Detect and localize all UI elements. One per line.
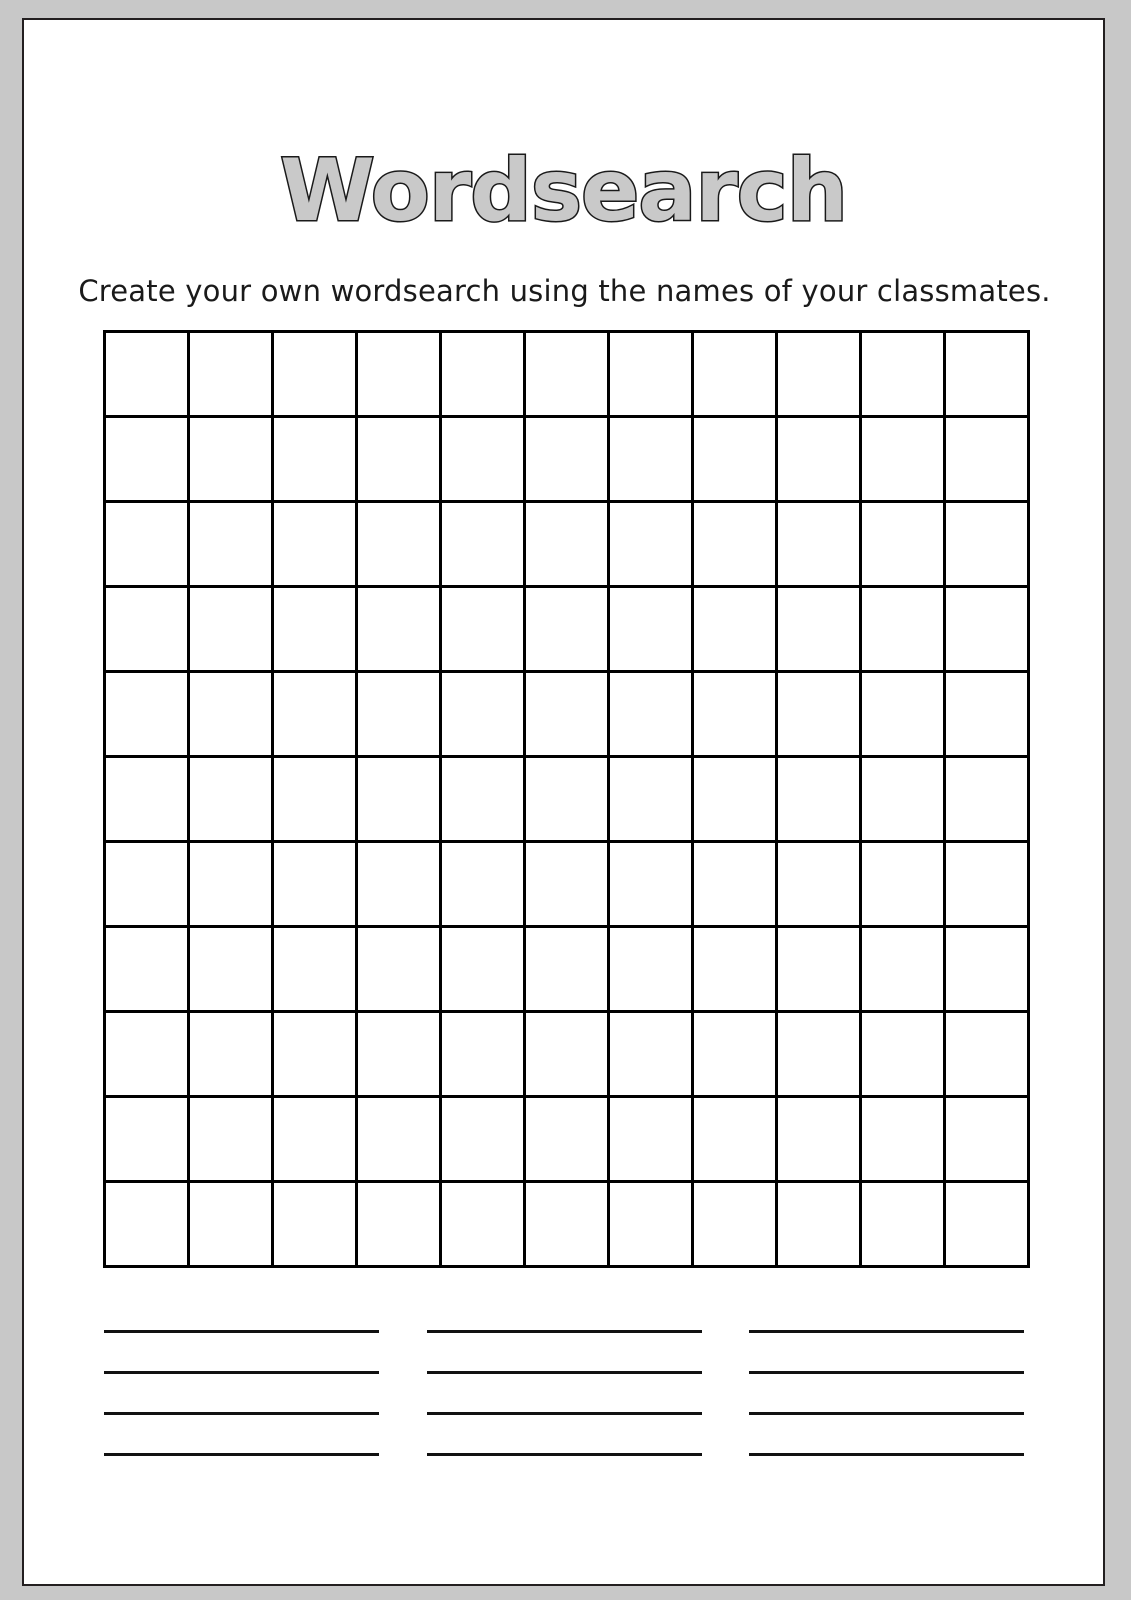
answer-column-1 — [104, 1330, 379, 1456]
grid-cell[interactable] — [273, 842, 357, 927]
grid-cell[interactable] — [105, 927, 189, 1012]
grid-cell[interactable] — [105, 587, 189, 672]
grid-cell[interactable] — [693, 842, 777, 927]
page-title: Wordsearch — [279, 140, 847, 241]
grid-cell[interactable] — [357, 587, 441, 672]
grid-cell[interactable] — [273, 1097, 357, 1182]
grid-cell[interactable] — [609, 757, 693, 842]
grid-cell[interactable] — [609, 332, 693, 417]
grid-cell[interactable] — [105, 1012, 189, 1097]
table-row — [105, 332, 1029, 417]
answer-line[interactable] — [427, 1330, 702, 1333]
grid-cell[interactable] — [525, 927, 609, 1012]
grid-cell[interactable] — [273, 587, 357, 672]
instruction-text: Create your own wordsearch using the names of your classmates. — [78, 274, 1051, 308]
grid-cell[interactable] — [189, 332, 273, 417]
grid-cell[interactable] — [609, 417, 693, 502]
grid-cell[interactable] — [273, 927, 357, 1012]
grid-cell[interactable] — [693, 1012, 777, 1097]
grid-cell[interactable] — [945, 332, 1029, 417]
grid-cell[interactable] — [441, 927, 525, 1012]
answer-line[interactable] — [104, 1453, 379, 1456]
grid-cell[interactable] — [105, 757, 189, 842]
grid-cell[interactable] — [945, 842, 1029, 927]
grid-cell[interactable] — [105, 417, 189, 502]
grid-cell[interactable] — [609, 927, 693, 1012]
grid-cell[interactable] — [105, 842, 189, 927]
grid-cell[interactable] — [441, 332, 525, 417]
grid-cell[interactable] — [273, 757, 357, 842]
grid-cell[interactable] — [441, 502, 525, 587]
grid-cell[interactable] — [105, 1182, 189, 1267]
grid-cell[interactable] — [441, 1012, 525, 1097]
answer-line[interactable] — [427, 1412, 702, 1415]
grid-cell[interactable] — [357, 1012, 441, 1097]
grid-cell[interactable] — [441, 1097, 525, 1182]
grid-cell[interactable] — [945, 927, 1029, 1012]
grid-cell[interactable] — [777, 332, 861, 417]
grid-cell[interactable] — [693, 672, 777, 757]
grid-cell[interactable] — [861, 927, 945, 1012]
worksheet-page — [22, 18, 1105, 1586]
grid-cell[interactable] — [357, 842, 441, 927]
answer-line[interactable] — [749, 1412, 1024, 1415]
grid-cell[interactable] — [693, 587, 777, 672]
grid-cell[interactable] — [105, 672, 189, 757]
grid-cell[interactable] — [945, 417, 1029, 502]
grid-cell[interactable] — [525, 1097, 609, 1182]
answer-line[interactable] — [749, 1453, 1024, 1456]
grid-cell[interactable] — [525, 1182, 609, 1267]
grid-cell[interactable] — [861, 332, 945, 417]
grid-cell[interactable] — [441, 842, 525, 927]
grid-cell[interactable] — [609, 1182, 693, 1267]
wordsearch-grid[interactable] — [103, 330, 1003, 1240]
grid-cell[interactable] — [525, 672, 609, 757]
grid-cell[interactable] — [693, 757, 777, 842]
grid-cell[interactable] — [609, 842, 693, 927]
grid-cell[interactable] — [357, 502, 441, 587]
grid-cell[interactable] — [861, 757, 945, 842]
grid-cell[interactable] — [777, 927, 861, 1012]
grid-cell[interactable] — [357, 417, 441, 502]
grid-cell[interactable] — [189, 1097, 273, 1182]
answer-line[interactable] — [104, 1371, 379, 1374]
grid-cell[interactable] — [945, 1182, 1029, 1267]
grid-cell[interactable] — [861, 1012, 945, 1097]
grid-cell[interactable] — [189, 672, 273, 757]
grid-cell[interactable] — [777, 842, 861, 927]
grid-cell[interactable] — [273, 1182, 357, 1267]
grid-cell[interactable] — [693, 502, 777, 587]
answer-column-3 — [749, 1330, 1024, 1456]
grid-cell[interactable] — [609, 502, 693, 587]
grid-cell[interactable] — [189, 1182, 273, 1267]
grid-cell[interactable] — [357, 672, 441, 757]
grid-cell[interactable] — [777, 1182, 861, 1267]
grid-cell[interactable] — [693, 332, 777, 417]
grid-cell[interactable] — [861, 417, 945, 502]
answer-line[interactable] — [427, 1371, 702, 1374]
answer-line[interactable] — [749, 1371, 1024, 1374]
grid-cell[interactable] — [105, 332, 189, 417]
grid-cell[interactable] — [945, 757, 1029, 842]
grid-cell[interactable] — [609, 1012, 693, 1097]
grid-cell[interactable] — [189, 757, 273, 842]
grid-cell[interactable] — [777, 757, 861, 842]
grid-cell[interactable] — [945, 1012, 1029, 1097]
grid-cell[interactable] — [189, 842, 273, 927]
grid-cell[interactable] — [273, 502, 357, 587]
grid-cell[interactable] — [105, 502, 189, 587]
grid-cell[interactable] — [525, 1012, 609, 1097]
grid-cell[interactable] — [525, 417, 609, 502]
grid-cell[interactable] — [609, 672, 693, 757]
grid-cell[interactable] — [693, 1182, 777, 1267]
grid-cell[interactable] — [273, 1012, 357, 1097]
grid-cell[interactable] — [441, 672, 525, 757]
table-row — [105, 587, 1029, 672]
table-row — [105, 502, 1029, 587]
answer-line[interactable] — [104, 1330, 379, 1333]
grid-cell[interactable] — [441, 587, 525, 672]
grid-cell[interactable] — [945, 502, 1029, 587]
grid-cell[interactable] — [777, 672, 861, 757]
table-row — [105, 842, 1029, 927]
grid-cell[interactable] — [861, 672, 945, 757]
grid-cell[interactable] — [693, 1097, 777, 1182]
answer-lines-area — [104, 1330, 1024, 1456]
grid-cell[interactable] — [693, 417, 777, 502]
grid-cell[interactable] — [861, 587, 945, 672]
grid-cell[interactable] — [189, 587, 273, 672]
grid-cell[interactable] — [945, 1097, 1029, 1182]
grid-cell[interactable] — [189, 1012, 273, 1097]
grid-cell[interactable] — [945, 672, 1029, 757]
grid-cell[interactable] — [777, 587, 861, 672]
grid-cell[interactable] — [861, 502, 945, 587]
table-row — [105, 672, 1029, 757]
grid-cell[interactable] — [861, 842, 945, 927]
table-row — [105, 417, 1029, 502]
grid-cell[interactable] — [357, 1182, 441, 1267]
answer-line[interactable] — [749, 1330, 1024, 1333]
table-row — [105, 927, 1029, 1012]
grid-cell[interactable] — [861, 1097, 945, 1182]
grid-cell[interactable] — [357, 757, 441, 842]
grid-cell[interactable] — [189, 927, 273, 1012]
grid-cell[interactable] — [525, 502, 609, 587]
grid-cell[interactable] — [525, 332, 609, 417]
grid-cell[interactable] — [189, 502, 273, 587]
grid-cell[interactable] — [777, 1097, 861, 1182]
grid-cell[interactable] — [273, 417, 357, 502]
grid-cell[interactable] — [105, 1097, 189, 1182]
grid-cell[interactable] — [273, 672, 357, 757]
table-row — [105, 1012, 1029, 1097]
answer-line[interactable] — [104, 1412, 379, 1415]
grid-cell[interactable] — [861, 1182, 945, 1267]
grid-cell[interactable] — [777, 417, 861, 502]
grid-cell[interactable] — [525, 587, 609, 672]
table-row — [105, 1097, 1029, 1182]
grid-cell[interactable] — [609, 1097, 693, 1182]
grid-cell[interactable] — [777, 502, 861, 587]
grid-cell[interactable] — [273, 332, 357, 417]
grid-cell[interactable] — [609, 587, 693, 672]
grid-cell[interactable] — [525, 757, 609, 842]
grid-cell[interactable] — [945, 587, 1029, 672]
table-row — [105, 757, 1029, 842]
grid-cell[interactable] — [357, 1097, 441, 1182]
grid-cell[interactable] — [525, 842, 609, 927]
table-row — [105, 1182, 1029, 1267]
answer-line[interactable] — [427, 1453, 702, 1456]
grid-cell[interactable] — [777, 1012, 861, 1097]
grid-cell[interactable] — [357, 332, 441, 417]
grid-cell[interactable] — [189, 417, 273, 502]
wordsearch-table[interactable] — [103, 330, 1030, 1268]
wordsearch-table-body — [105, 332, 1029, 1267]
grid-cell[interactable] — [441, 1182, 525, 1267]
grid-cell[interactable] — [357, 927, 441, 1012]
grid-cell[interactable] — [441, 757, 525, 842]
answer-column-2 — [427, 1330, 702, 1456]
grid-cell[interactable] — [693, 927, 777, 1012]
grid-cell[interactable] — [441, 417, 525, 502]
